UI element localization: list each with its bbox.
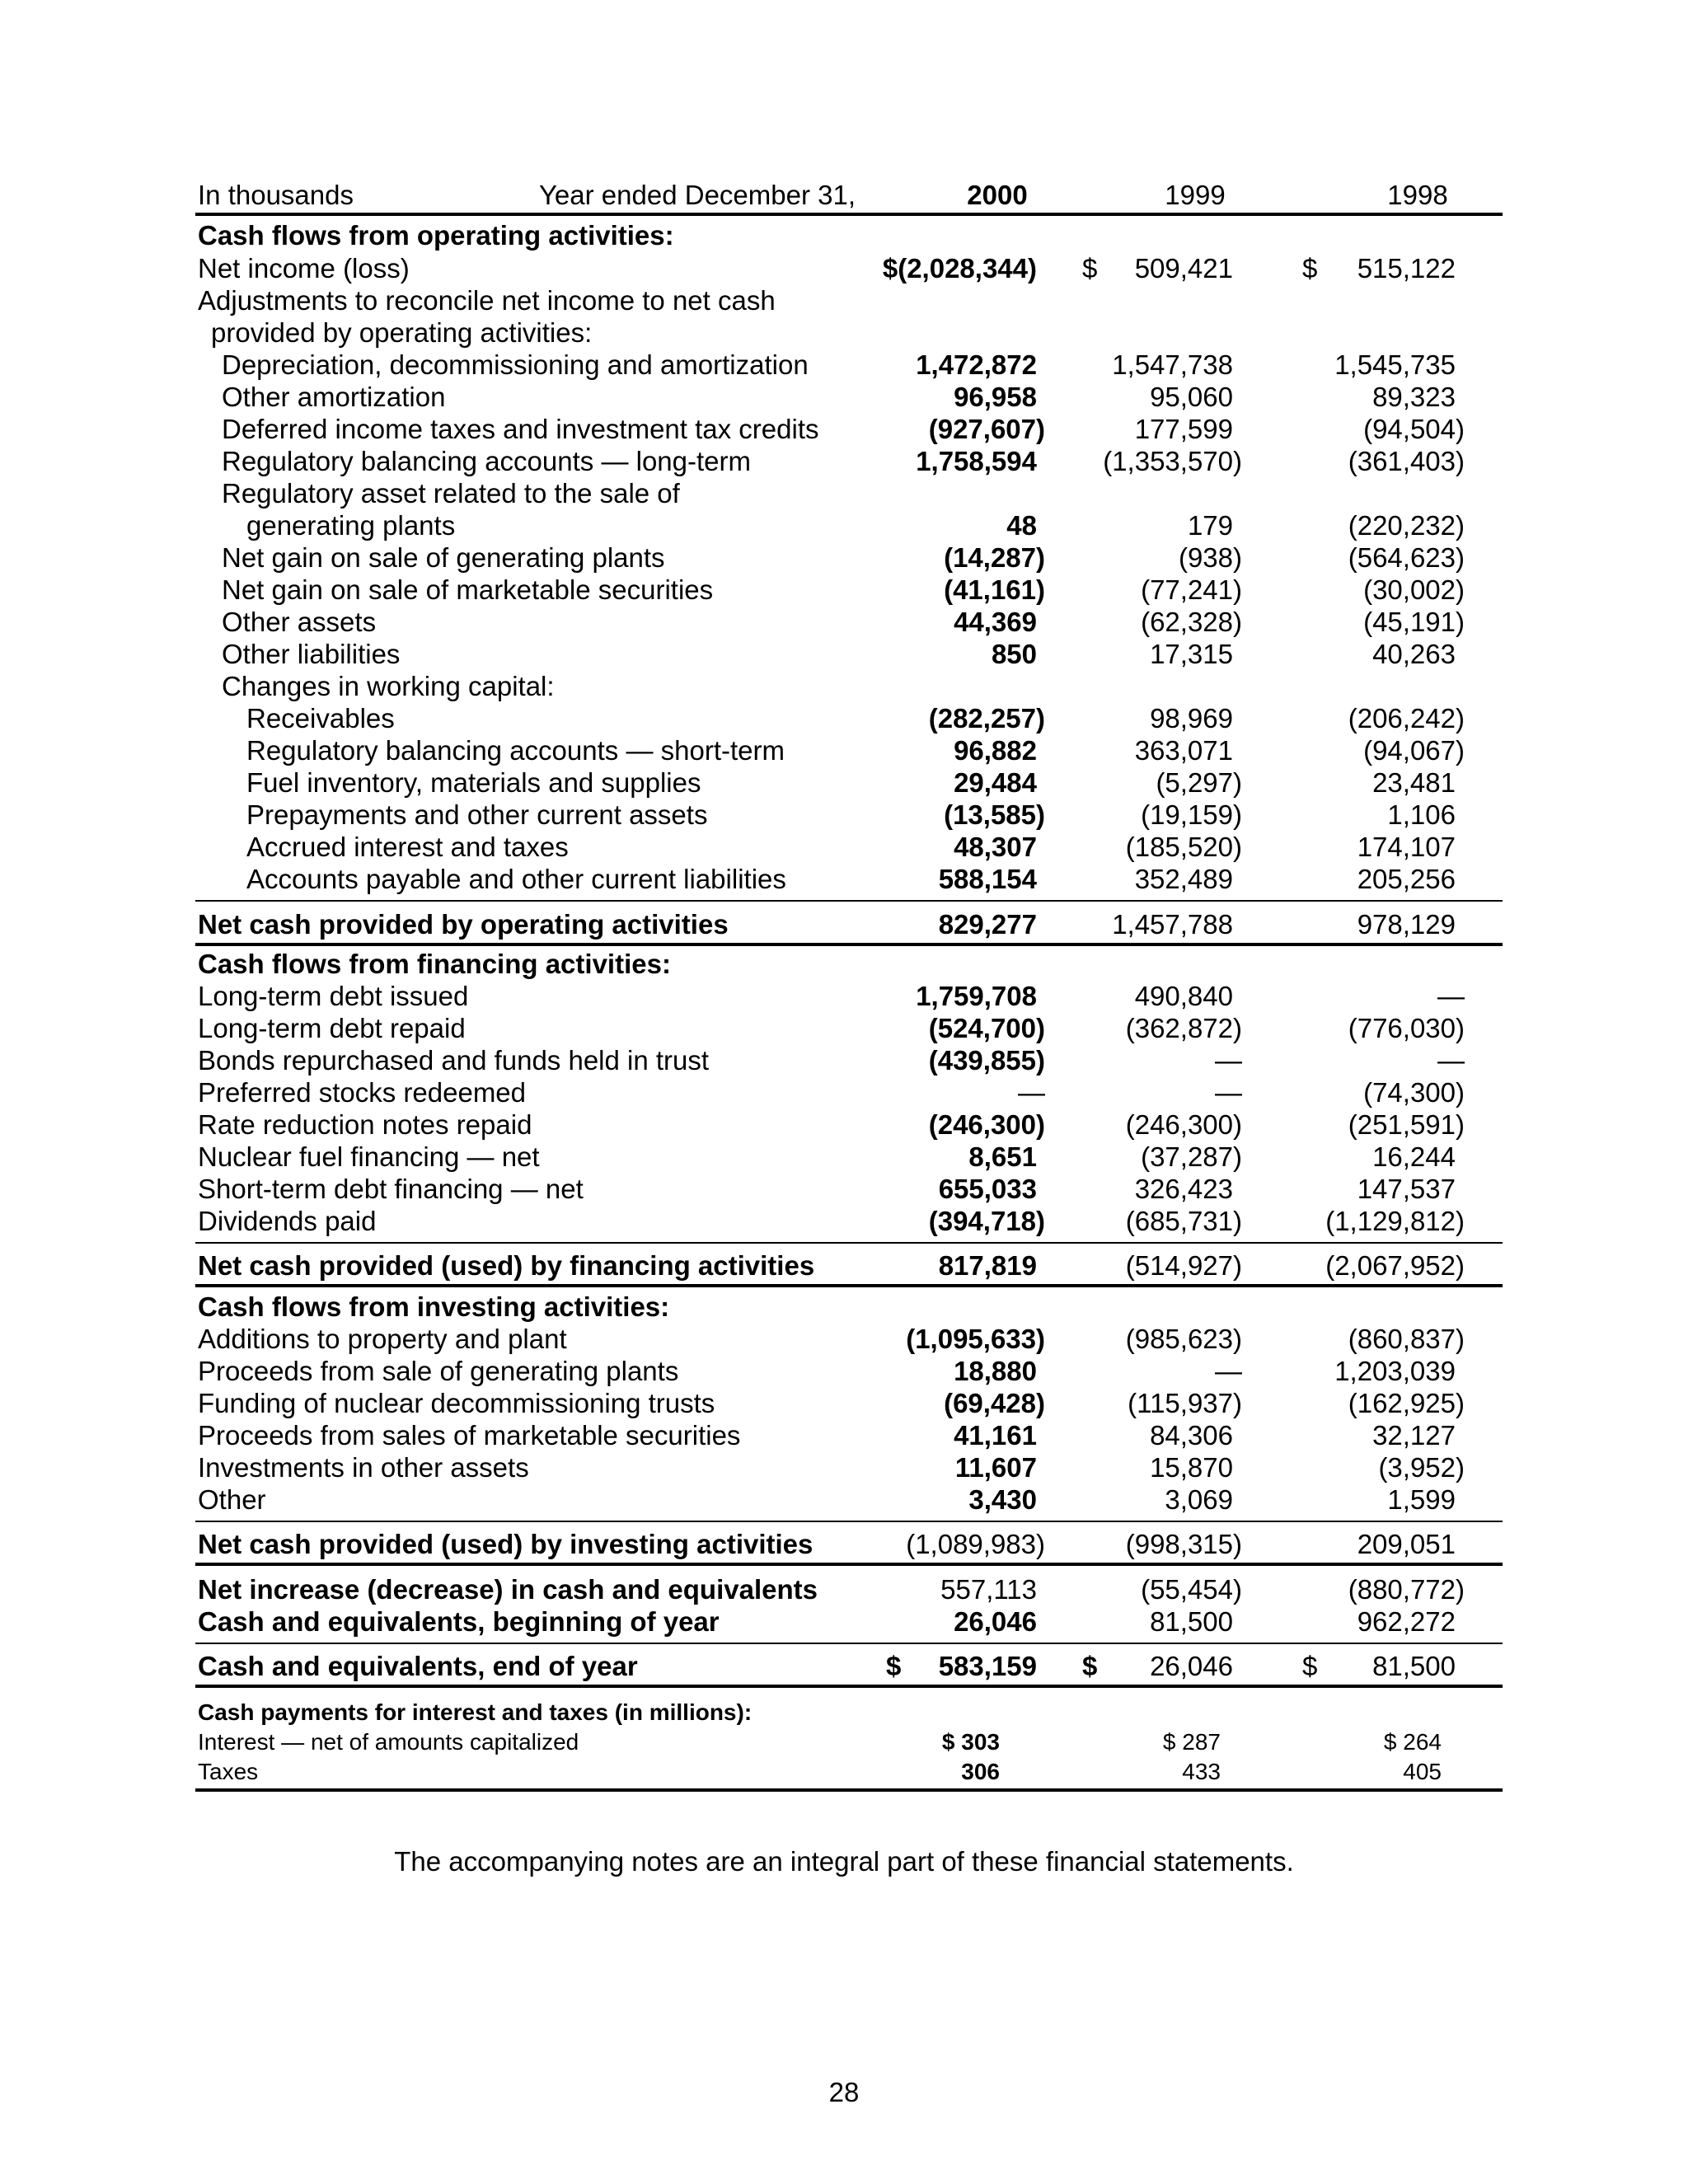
table-row [0, 1355, 1688, 1388]
table-row [0, 349, 1688, 382]
table-header [0, 179, 1688, 212]
footnote: The accompanying notes are an integral part of these financial statements. [394, 1846, 1294, 1877]
table-row [0, 831, 1688, 864]
table-row [0, 1044, 1688, 1077]
table-bottom-rule [195, 1788, 1503, 1792]
value-1998: (74,300) [1363, 1077, 1465, 1108]
value-1999: (37,287) [1141, 1141, 1242, 1172]
row-label: Proceeds from sale of generating plants [198, 1356, 679, 1386]
value-1998: 515,122 [1357, 253, 1456, 284]
value-1999: (514,927) [1125, 1250, 1242, 1281]
table-row [0, 477, 1688, 510]
value-1999: 1,457,788 [1112, 909, 1233, 940]
table-row [0, 1483, 1688, 1516]
value-2000: (41,161) [944, 574, 1045, 605]
row-label: Preferred stocks redeemed [198, 1077, 527, 1108]
value-2000: 96,882 [954, 735, 1037, 766]
total-row-operating [0, 908, 1688, 941]
value-1998: 81,500 [1372, 1651, 1456, 1681]
value-1998: — [1437, 981, 1465, 1011]
value-1999: 98,969 [1150, 703, 1233, 733]
row-label: Regulatory balancing accounts — long-term [222, 446, 752, 476]
value-1999: 84,306 [1150, 1420, 1233, 1451]
value-2000: (1,089,983) [906, 1529, 1045, 1559]
row-label: Investments in other assets [198, 1452, 529, 1483]
value-2000: 8,651 [968, 1141, 1037, 1172]
value-2000: 1,472,872 [916, 349, 1037, 380]
value-1998: 1,106 [1387, 799, 1456, 830]
value-2000: 29,484 [954, 767, 1037, 798]
value-1999: (62,328) [1141, 607, 1242, 637]
total-row-financing [0, 1249, 1688, 1282]
year-1998-header: 1998 [1387, 180, 1448, 210]
table-row [0, 1387, 1688, 1420]
value-2000: 1,759,708 [916, 981, 1037, 1011]
value-1998: 89,323 [1372, 382, 1456, 412]
value-1998: 978,129 [1357, 909, 1456, 940]
value-2000: 48,307 [954, 832, 1037, 862]
value-2000: 41,161 [954, 1420, 1037, 1451]
value-2000: 829,277 [938, 909, 1037, 940]
value-1999: 363,071 [1134, 735, 1233, 766]
value-1998: 174,107 [1357, 832, 1456, 862]
value-1999: $ 287 [1162, 1729, 1221, 1755]
currency-1999: $ [1082, 253, 1098, 284]
row-label: Net cash provided by operating activities [198, 909, 729, 940]
table-row [0, 284, 1688, 317]
value-1998: (45,191) [1363, 607, 1465, 637]
row-label: Cash and equivalents, beginning of year [198, 1606, 720, 1637]
table-row [0, 381, 1688, 414]
total-row-cash-end [0, 1650, 1688, 1683]
value-2000: 588,154 [938, 864, 1037, 894]
value-1998: 1,203,039 [1334, 1356, 1456, 1386]
row-label: Rate reduction notes repaid [198, 1109, 532, 1140]
value-1998: — [1437, 1045, 1465, 1076]
row-label: Net increase (decrease) in cash and equivalents [198, 1574, 818, 1605]
row-label: Other assets [222, 607, 377, 637]
value-1999: (19,159) [1141, 799, 1242, 830]
value-1998: (30,002) [1363, 574, 1465, 605]
period-label: Year ended December 31, [538, 180, 856, 210]
value-2000: (13,585) [944, 799, 1045, 830]
value-1999: (938) [1178, 542, 1242, 573]
value-1999: (115,937) [1128, 1388, 1242, 1418]
currency-1998: $ [1302, 253, 1318, 284]
currency-1999: $ [1082, 1651, 1098, 1681]
row-label: Interest — net of amounts capitalized [198, 1729, 579, 1755]
value-2000: 557,113 [940, 1574, 1037, 1605]
currency-1998: $ [1302, 1651, 1318, 1681]
row-label: Dividends paid [198, 1206, 377, 1236]
section-heading-financing: Cash flows from financing activities: [198, 949, 671, 979]
value-1999: — [1215, 1077, 1242, 1108]
value-1999: — [1215, 1356, 1242, 1386]
table-row [0, 574, 1688, 607]
table-row [0, 1141, 1688, 1174]
value-1999: — [1215, 1045, 1242, 1076]
value-2000: (1,095,633) [906, 1324, 1045, 1354]
value-2000: 44,369 [954, 607, 1037, 637]
row-label: Additions to property and plant [198, 1324, 567, 1354]
row-label: Receivables [246, 703, 395, 733]
value-1999: 81,500 [1150, 1606, 1233, 1637]
value-1998: 1,599 [1387, 1484, 1456, 1515]
value-1999: 177,599 [1134, 414, 1233, 444]
value-1999: (185,520) [1125, 832, 1242, 862]
value-2000: 583,159 [938, 1651, 1037, 1681]
page-number: 28 [828, 2077, 860, 2107]
row-label: Regulatory asset related to the sale of [222, 478, 680, 509]
row-label: Net income (loss) [198, 253, 410, 284]
value-2000: 817,819 [938, 1250, 1037, 1281]
value-2000: 655,033 [938, 1174, 1037, 1204]
value-1998: 405 [1403, 1759, 1442, 1784]
value-1998: (94,067) [1363, 735, 1465, 766]
table-row [0, 1451, 1688, 1484]
table-row [0, 1323, 1688, 1356]
value-2000: 18,880 [954, 1356, 1037, 1386]
table-row [0, 413, 1688, 446]
value-2000: (246,300) [928, 1109, 1045, 1140]
row-label: Net gain on sale of marketable securities [222, 574, 714, 605]
value-1999: (246,300) [1125, 1109, 1242, 1140]
value-1998: (3,952) [1378, 1452, 1465, 1483]
value-2000: (282,257) [928, 703, 1045, 733]
table-row [0, 541, 1688, 574]
value-1999: (5,297) [1156, 767, 1242, 798]
year-1999-header: 1999 [1165, 180, 1226, 210]
row-label: Net cash provided (used) by investing activities [198, 1529, 814, 1559]
table-row [0, 1605, 1688, 1638]
subtotal-rule [195, 1521, 1503, 1522]
value-2000: (69,428) [944, 1388, 1045, 1418]
value-2000: 1,758,594 [916, 446, 1037, 476]
table-row [0, 1419, 1688, 1452]
table-row [0, 638, 1688, 671]
table-row [0, 252, 1688, 285]
row-label: Net gain on sale of generating plants [222, 542, 665, 573]
units-label: In thousands [198, 180, 354, 210]
section-heading-investing: Cash flows from investing activities: [198, 1291, 670, 1322]
value-2000: 48 [1006, 510, 1037, 541]
row-label: Prepayments and other current assets [246, 799, 708, 830]
section-heading-operating: Cash flows from operating activities: [198, 220, 674, 251]
row-label: Adjustments to reconcile net income to net cash [198, 285, 776, 316]
table-row [0, 1573, 1688, 1606]
row-label: Deferred income taxes and investment tax credits [222, 414, 819, 444]
row-label: Other [198, 1484, 266, 1515]
value-1998: (564,623) [1348, 542, 1465, 573]
value-1998: (206,242) [1348, 703, 1465, 733]
row-label: Other liabilities [222, 639, 401, 669]
value-1998: 32,127 [1372, 1420, 1456, 1451]
value-2000: (439,855) [928, 1045, 1045, 1076]
row-label: Short-term debt financing — net [198, 1174, 584, 1204]
value-1999: 1,547,738 [1112, 349, 1233, 380]
value-1998: (860,837) [1348, 1324, 1465, 1354]
value-2000: — [1018, 1077, 1045, 1108]
year-2000-header: 2000 [967, 180, 1028, 210]
value-1998: $ 264 [1383, 1729, 1442, 1755]
value-1999: (1,353,570) [1103, 446, 1242, 476]
value-1998: (162,925) [1348, 1388, 1465, 1418]
row-label: Cash and equivalents, end of year [198, 1651, 638, 1681]
table-row [0, 1108, 1688, 1141]
value-1999: 3,069 [1165, 1484, 1233, 1515]
table-row [0, 509, 1688, 542]
value-1998: (220,232) [1348, 510, 1465, 541]
header-rule [195, 213, 1503, 216]
total-rule [195, 1685, 1503, 1688]
value-2000: 11,607 [954, 1452, 1037, 1483]
table-row [0, 1205, 1688, 1238]
value-2000: 96,958 [954, 382, 1037, 412]
subtotal-rule [195, 1242, 1503, 1244]
row-label: Nuclear fuel financing — net [198, 1141, 540, 1172]
value-2000: $ 303 [941, 1729, 1000, 1755]
table-row [0, 1012, 1688, 1045]
table-row [0, 670, 1688, 703]
value-1999: 326,423 [1134, 1174, 1233, 1204]
row-label: Other amortization [222, 382, 446, 412]
value-1999: (998,315) [1125, 1529, 1242, 1559]
total-row-investing [0, 1528, 1688, 1561]
table-row [0, 766, 1688, 799]
section-heading-payments: Cash payments for interest and taxes (in millions): [198, 1699, 753, 1725]
value-1999: 509,421 [1134, 253, 1233, 284]
row-label: Funding of nuclear decommissioning trusts [198, 1388, 715, 1418]
value-2000: (394,718) [928, 1206, 1045, 1236]
row-label: provided by operating activities: [211, 317, 593, 348]
table-row [0, 734, 1688, 767]
table-row [0, 1757, 1688, 1787]
value-1999: 26,046 [1150, 1651, 1233, 1681]
value-1998: 205,256 [1357, 864, 1456, 894]
value-1999: 179 [1187, 510, 1233, 541]
row-label: Long-term debt repaid [198, 1013, 466, 1043]
currency-2000: $ [886, 1651, 902, 1681]
table-row [0, 606, 1688, 639]
value-1998: 23,481 [1372, 767, 1456, 798]
value-1999: (985,623) [1125, 1324, 1242, 1354]
value-2000: (927,607) [928, 414, 1045, 444]
value-1998: 40,263 [1372, 639, 1456, 669]
value-1999: 15,870 [1150, 1452, 1233, 1483]
row-label: Depreciation, decommissioning and amortization [222, 349, 809, 380]
value-1998: 16,244 [1372, 1141, 1456, 1172]
table-row [0, 1727, 1688, 1757]
value-1998: 962,272 [1357, 1606, 1456, 1637]
value-1998: (1,129,812) [1325, 1206, 1465, 1236]
value-2000: 850 [991, 639, 1037, 669]
value-1999: (685,731) [1125, 1206, 1242, 1236]
value-2000: 306 [961, 1759, 1000, 1784]
value-1998: 209,051 [1357, 1529, 1456, 1559]
row-label: Proceeds from sales of marketable securities [198, 1420, 741, 1451]
value-1999: 95,060 [1150, 382, 1233, 412]
value-1998: (251,591) [1348, 1109, 1465, 1140]
table-row [0, 980, 1688, 1013]
table-row [0, 863, 1688, 896]
value-2000: (14,287) [944, 542, 1045, 573]
subtotal-rule [195, 900, 1503, 902]
row-label: Accounts payable and other current liabilities [246, 864, 786, 894]
value-2000: 26,046 [954, 1606, 1037, 1637]
value-1999: 433 [1182, 1759, 1221, 1784]
subtotal-rule [195, 1643, 1503, 1644]
value-1999: 17,315 [1150, 639, 1233, 669]
value-1998: (361,403) [1348, 446, 1465, 476]
row-label: Accrued interest and taxes [246, 832, 569, 862]
total-rule [195, 1563, 1503, 1566]
row-label: generating plants [246, 510, 456, 541]
table-row [0, 1173, 1688, 1206]
value-1998: 1,545,735 [1334, 349, 1456, 380]
total-rule [195, 943, 1503, 946]
row-label: Regulatory balancing accounts — short-term [246, 735, 785, 766]
row-label: Fuel inventory, materials and supplies [246, 767, 701, 798]
value-1999: (55,454) [1141, 1574, 1242, 1605]
value-1999: (362,872) [1125, 1013, 1242, 1043]
value-1999: 352,489 [1134, 864, 1233, 894]
row-label: Long-term debt issued [198, 981, 469, 1011]
row-label: Net cash provided (used) by financing activities [198, 1250, 815, 1281]
row-label: Bonds repurchased and funds held in trust [198, 1045, 710, 1076]
value-1998: (880,772) [1348, 1574, 1465, 1605]
row-label: Changes in working capital: [222, 671, 555, 701]
table-row [0, 445, 1688, 478]
value-1998: (776,030) [1348, 1013, 1465, 1043]
value-1998: (94,504) [1363, 414, 1465, 444]
value-2000: $(2,028,344) [882, 253, 1037, 284]
value-2000: 3,430 [968, 1484, 1037, 1515]
total-rule [195, 1284, 1503, 1287]
table-row [0, 316, 1688, 349]
table-row [0, 1076, 1688, 1109]
row-label: Taxes [198, 1759, 259, 1784]
value-1999: (77,241) [1141, 574, 1242, 605]
value-1998: 147,537 [1357, 1174, 1456, 1204]
value-1998: (2,067,952) [1325, 1250, 1465, 1281]
table-row [0, 702, 1688, 735]
table-row [0, 799, 1688, 832]
value-2000: (524,700) [928, 1013, 1045, 1043]
value-1999: 490,840 [1134, 981, 1233, 1011]
